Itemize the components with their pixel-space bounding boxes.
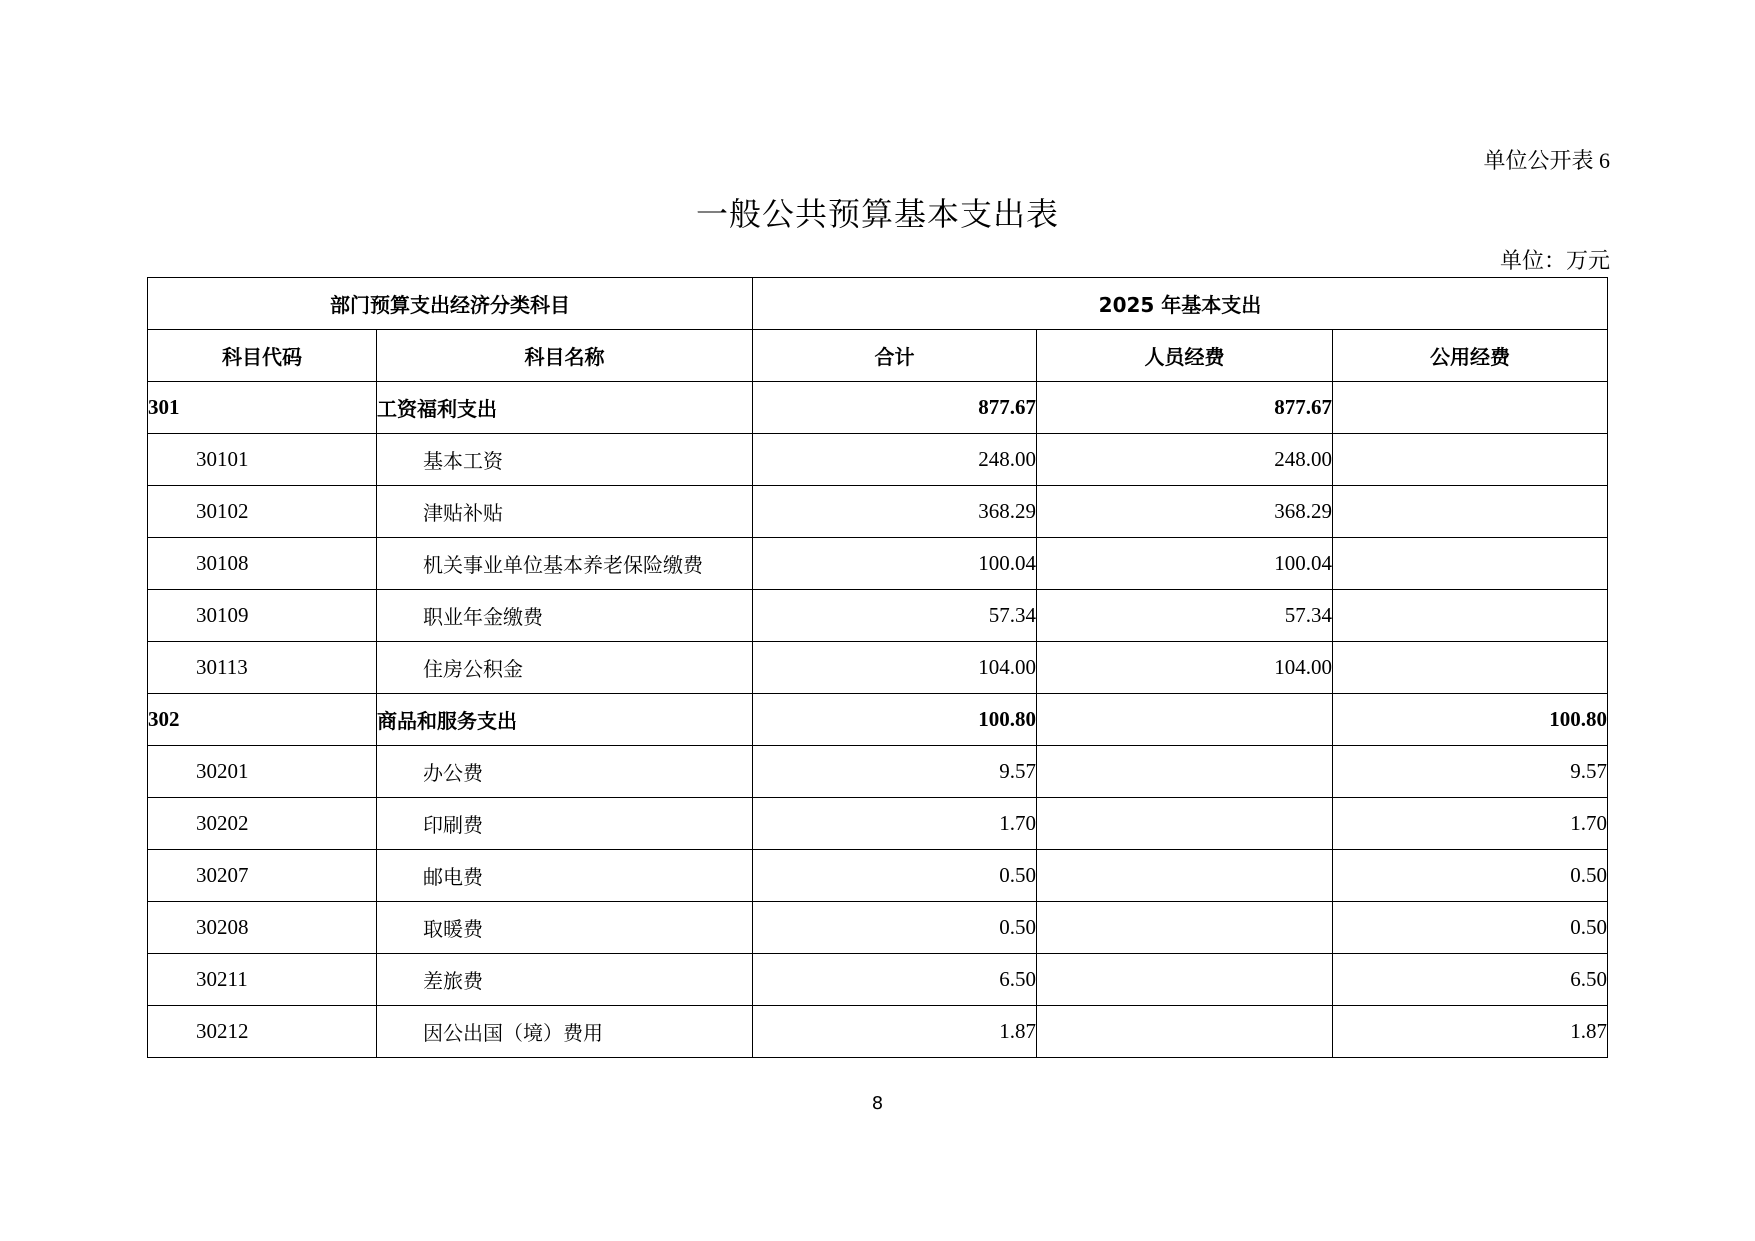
header-column-row (148, 330, 1608, 382)
table-row (148, 1006, 1608, 1058)
code-cell: 30208 (148, 902, 377, 954)
code-cell: 30201 (148, 746, 377, 798)
name-cell: 印刷费 (377, 798, 753, 850)
personnel-cell (1037, 746, 1333, 798)
public-cell: 9.57 (1333, 746, 1608, 798)
total-cell: 1.70 (753, 798, 1037, 850)
name-cell: 住房公积金 (377, 642, 753, 694)
header-group-row (148, 278, 1608, 330)
public-cell: 6.50 (1333, 954, 1608, 1006)
table-row (148, 954, 1608, 1006)
name-cell: 基本工资 (377, 434, 753, 486)
total-cell: 100.80 (753, 694, 1037, 746)
table-row (148, 590, 1608, 642)
code-cell: 302 (148, 694, 377, 746)
total-cell: 9.57 (753, 746, 1037, 798)
name-cell: 办公费 (377, 746, 753, 798)
name-cell: 津贴补贴 (377, 486, 753, 538)
name-cell: 职业年金缴费 (377, 590, 753, 642)
public-cell: 1.70 (1333, 798, 1608, 850)
unit-label: 单位：万元 (1499, 248, 1610, 273)
code-cell: 301 (148, 382, 377, 434)
name-cell: 工资福利支出 (377, 382, 753, 434)
personnel-cell (1037, 850, 1333, 902)
table-row (148, 642, 1608, 694)
personnel-cell: 368.29 (1037, 486, 1333, 538)
code-cell: 30207 (148, 850, 377, 902)
personnel-cell (1037, 902, 1333, 954)
table-row (148, 486, 1608, 538)
name-cell: 差旅费 (377, 954, 753, 1006)
total-cell: 0.50 (753, 850, 1037, 902)
table-row-group (148, 382, 1608, 434)
public-cell (1333, 486, 1608, 538)
header-code: 科目代码 (148, 330, 377, 382)
budget-table (147, 277, 1608, 1058)
total-cell: 57.34 (753, 590, 1037, 642)
total-cell: 100.04 (753, 538, 1037, 590)
personnel-cell (1037, 954, 1333, 1006)
name-cell: 商品和服务支出 (377, 694, 753, 746)
header-basic-expenditure: 2025 年基本支出 (753, 278, 1608, 330)
header-name: 科目名称 (377, 330, 753, 382)
code-cell: 30202 (148, 798, 377, 850)
code-cell: 30113 (148, 642, 377, 694)
name-cell: 取暖费 (377, 902, 753, 954)
personnel-cell (1037, 798, 1333, 850)
name-cell: 机关事业单位基本养老保险缴费 (377, 538, 753, 590)
personnel-cell: 57.34 (1037, 590, 1333, 642)
code-cell: 30108 (148, 538, 377, 590)
public-cell: 1.87 (1333, 1006, 1608, 1058)
code-cell: 30102 (148, 486, 377, 538)
public-cell (1333, 434, 1608, 486)
code-cell: 30101 (148, 434, 377, 486)
header-classification: 部门预算支出经济分类科目 (148, 278, 753, 330)
table-body (148, 382, 1608, 1058)
page-title: 一般公共预算基本支出表 (695, 195, 1059, 233)
total-cell: 368.29 (753, 486, 1037, 538)
code-cell: 30109 (148, 590, 377, 642)
public-cell: 0.50 (1333, 902, 1608, 954)
public-cell (1333, 382, 1608, 434)
personnel-cell: 104.00 (1037, 642, 1333, 694)
table-row (148, 850, 1608, 902)
public-cell (1333, 642, 1608, 694)
total-cell: 6.50 (753, 954, 1037, 1006)
public-cell: 0.50 (1333, 850, 1608, 902)
total-cell: 248.00 (753, 434, 1037, 486)
personnel-cell: 877.67 (1037, 382, 1333, 434)
table-row (148, 902, 1608, 954)
table-header (148, 278, 1608, 382)
total-cell: 877.67 (753, 382, 1037, 434)
total-cell: 104.00 (753, 642, 1037, 694)
public-cell (1333, 538, 1608, 590)
page-number: 8 (871, 1093, 884, 1114)
header-personnel: 人员经费 (1037, 330, 1333, 382)
personnel-cell: 248.00 (1037, 434, 1333, 486)
form-number: 单位公开表 6 (1483, 148, 1610, 173)
table-row (148, 538, 1608, 590)
table-row-group (148, 694, 1608, 746)
total-cell: 0.50 (753, 902, 1037, 954)
public-cell: 100.80 (1333, 694, 1608, 746)
header-public: 公用经费 (1333, 330, 1608, 382)
personnel-cell (1037, 1006, 1333, 1058)
public-cell (1333, 590, 1608, 642)
name-cell: 因公出国（境）费用 (377, 1006, 753, 1058)
code-cell: 30212 (148, 1006, 377, 1058)
total-cell: 1.87 (753, 1006, 1037, 1058)
personnel-cell: 100.04 (1037, 538, 1333, 590)
table-row (148, 798, 1608, 850)
name-cell: 邮电费 (377, 850, 753, 902)
table-row (148, 434, 1608, 486)
table-row (148, 746, 1608, 798)
personnel-cell (1037, 694, 1333, 746)
header-total: 合计 (753, 330, 1037, 382)
code-cell: 30211 (148, 954, 377, 1006)
